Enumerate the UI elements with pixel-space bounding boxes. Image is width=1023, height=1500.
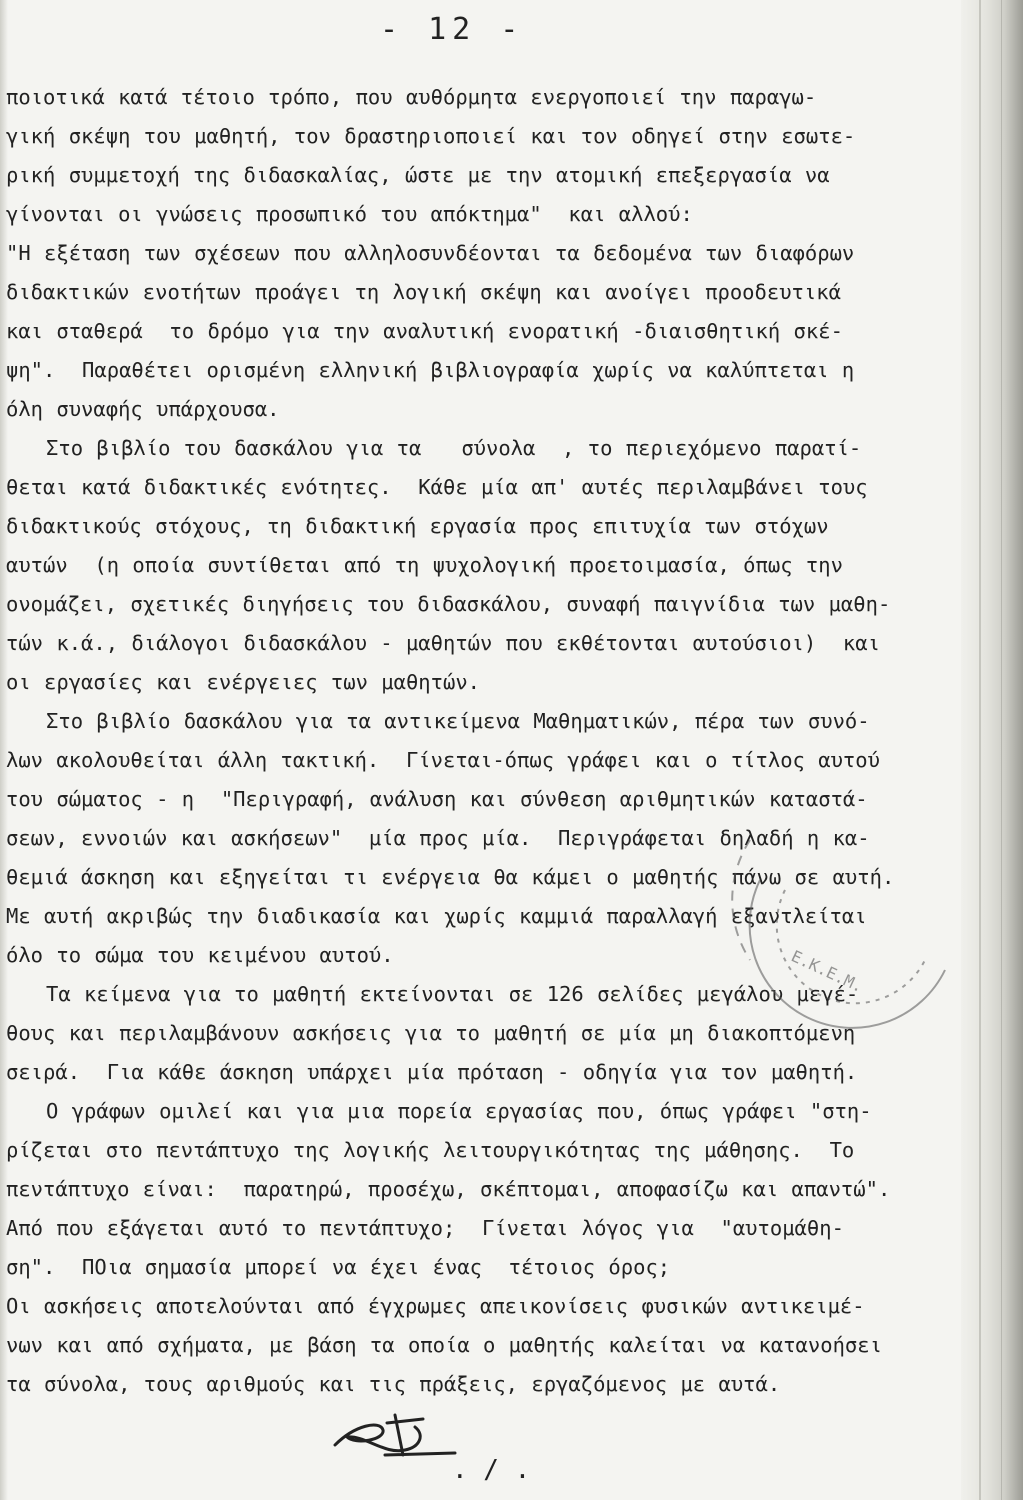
text-line: θεται κατά διδακτικές ενότητες. Κάθε μία απ' αυτές περιλαμβάνει τους [6, 475, 868, 499]
text-line: σεων, εννοιών και ασκήσεων" μία προς μία. Περιγράφεται δηλαδή η κα- [6, 826, 870, 850]
page-stack-edge [961, 0, 1023, 1500]
text-line: Τα κείμενα για το μαθητή εκτείνονται σε 126 σελίδες μεγάλου μεγέ- [6, 982, 859, 1006]
text-line: Στο βιβλίο δασκάλου για τα αντικείμενα Μαθηματικών, πέρα των συνό- [6, 709, 870, 733]
body-text [6, 78, 956, 1404]
text-line: Στο βιβλίο του δασκάλου για τα σύνολα , το περιεχόμενο παρατί- [6, 436, 862, 460]
institution-stamp [730, 820, 980, 1050]
text-line: αυτών (η οποία συντίθεται από τη ψυχολογική προετοιμασία, όπως την [6, 553, 843, 577]
text-line: ρική συμμετοχή της διδασκαλίας, ώστε με την ατομική επεξεργασία να [6, 163, 830, 187]
text-line: ρίζεται στο πεντάπτυχο της λογικής λειτουργικότητας της μάθησης. Το [6, 1138, 855, 1162]
text-line: ση". ΠΟια σημασία μπορεί να έχει ένας τέτοιος όρος; [6, 1255, 671, 1279]
text-line: τών κ.ά., διάλογοι διδασκάλου - μαθητών που εκθέτονται αυτούσιοι) και [6, 631, 880, 655]
text-line: οι εργασίες και ενέργειες των μαθητών. [6, 670, 480, 694]
text-line: όλο το σώμα του κειμένου αυτού. [6, 943, 394, 967]
text-line: ονομάζει, σχετικές διηγήσεις του διδασκάλου, συναφή παιγνίδια των μαθη- [6, 592, 891, 616]
text-line: ποιοτικά κατά τέτοιο τρόπο, που αυθόρμητα ενεργοποιεί την παραγω- [6, 85, 817, 109]
text-line: Από που εξάγεται αυτό το πεντάπτυχο; Γίνεται λόγος για "αυτομάθη- [6, 1216, 844, 1240]
text-line: ψη". Παραθέτει ορισμένη ελληνική βιβλιογραφία χωρίς να καλύπτεται η [6, 358, 855, 382]
text-line: διδακτικούς στόχους, τη διδακτική εργασία προς επιτυχία των στόχων [6, 514, 829, 538]
text-line: του σώματος - η "Περιγραφή, ανάλυση και σύνθεση αριθμητικών καταστά- [6, 787, 868, 811]
text-line: θους και περιλαμβάνουν ασκήσεις για το μαθητή σε μία μη διακοπτόμενη [6, 1021, 856, 1045]
handwritten-signature [325, 1405, 465, 1465]
text-line: και σταθερά το δρόμο για την αναλυτική ενορατική -διαισθητική σκέ- [6, 319, 843, 343]
text-line: λων ακολουθείται άλλη τακτική. Γίνεται-όπως γράφει και ο τίτλος αυτού [6, 748, 880, 772]
text-line: "Η εξέταση των σχέσεων που αλληλοσυνδέονται τα δεδομένα των διαφόρων [6, 241, 855, 265]
text-line: γίνονται οι γνώσεις προσωπικό του απόκτημα" και αλλού: [6, 202, 693, 226]
text-line: νων και από σχήματα, με βάση τα οποία ο μαθητής καλείται να κατανοήσει [6, 1333, 882, 1357]
svg-text:Ε.Κ.Ε.Μ.: Ε.Κ.Ε.Μ. [788, 946, 867, 997]
text-line: θεμιά άσκηση και εξηγείται τι ενέργεια θα κάμει ο μαθητής πάνω σε αυτή. [6, 865, 895, 889]
end-mark: . / . [452, 1455, 531, 1485]
text-line: Με αυτή ακριβώς την διαδικασία και χωρίς καμμιά παραλλαγή εξαντλείται [6, 904, 867, 928]
page-number: - 12 - [380, 12, 525, 47]
text-line: διδακτικών ενοτήτων προάγει τη λογική σκέψη και ανοίγει προοδευτικά [6, 280, 841, 304]
text-line: σειρά. Για κάθε άσκηση υπάρχει μία πρόταση - οδηγία για τον μαθητή. [6, 1060, 858, 1084]
text-line: πεντάπτυχο είναι: παρατηρώ, προσέχω, σκέπτομαι, αποφασίζω και απαντώ". [6, 1177, 891, 1201]
text-line: Οι ασκήσεις αποτελούνται από έγχρωμες απεικονίσεις φυσικών αντικειμέ- [6, 1294, 865, 1318]
text-line: Ο γράφων ομιλεί και για μια πορεία εργασίας που, όπως γράφει "στη- [6, 1099, 872, 1123]
text-line: γική σκέψη του μαθητή, τον δραστηριοποιεί και τον οδηγεί στην εσωτε- [6, 124, 856, 148]
text-line: τα σύνολα, τους αριθμούς και τις πράξεις, εργαζόμενος με αυτά. [6, 1372, 781, 1396]
text-line: όλη συναφής υπάρχουσα. [6, 397, 280, 421]
